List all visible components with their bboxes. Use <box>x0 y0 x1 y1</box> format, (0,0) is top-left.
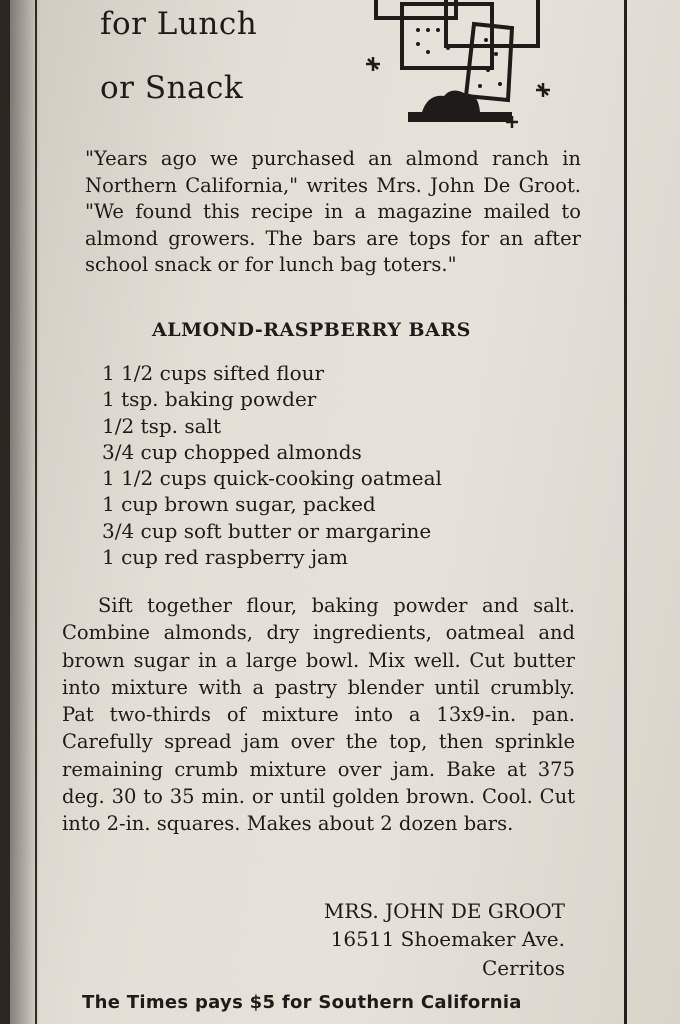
signature-name: MRS. JOHN DE GROOT <box>323 899 565 923</box>
signature-address: 16511 Shoemaker Ave. <box>330 927 565 951</box>
column-rule-right <box>624 0 627 1024</box>
ingredient-item: 1 1/2 cups quick-cooking oatmeal <box>102 466 442 491</box>
ingredient-item: 1 tsp. baking powder <box>102 387 317 412</box>
ingredient-item: 1 cup brown sugar, packed <box>102 492 376 517</box>
column-rule-left <box>35 0 37 1024</box>
lunch-bag-illustration-icon <box>362 0 562 136</box>
ingredient-item: 1 1/2 cups sifted flour <box>102 361 325 385</box>
directions-paragraph: Sift together flour, baking powder and salt. Combine almonds, dry ingredients, oatmeal and brown sugar in a large bowl. Mix well. Cut butter into mixture with a pastry blender until crumbly. Pat two-thirds of mixture into a 13x9-in. pan. Carefully spread jam over the top, then sprinkle remaining crumb mixture over jam. Bake at 375 deg. 30 to 35 min. or until golden brown. Cool. Cut into 2-in. squares. Makes about 2 dozen bars. <box>62 594 575 836</box>
newspaper-clipping <box>10 0 680 1024</box>
signature-city: Cerritos <box>482 956 565 980</box>
ingredient-item: 1/2 tsp. salt <box>102 413 221 438</box>
footer-notice: The Times pays $5 for Southern California <box>82 992 522 1013</box>
recipe-title: ALMOND-RASPBERRY BARS <box>152 319 471 341</box>
ingredient-item: 1 cup red raspberry jam <box>102 545 348 570</box>
headline-line-2: or Snack <box>100 70 244 106</box>
ingredient-item: 3/4 cup chopped almonds <box>102 439 362 464</box>
intro-paragraph: "Years ago we purchased an almond ranch in Northern California," writes Mrs. John De Groot. "We found this recipe in a magazine mailed to almond growers. The bars are tops for an after school snack or for lunch bag toters." <box>85 147 581 276</box>
headline-line-1: for Lunch <box>100 6 258 42</box>
ingredient-item: 3/4 cup soft butter or margarine <box>102 518 432 543</box>
ingredient-list <box>102 360 442 570</box>
